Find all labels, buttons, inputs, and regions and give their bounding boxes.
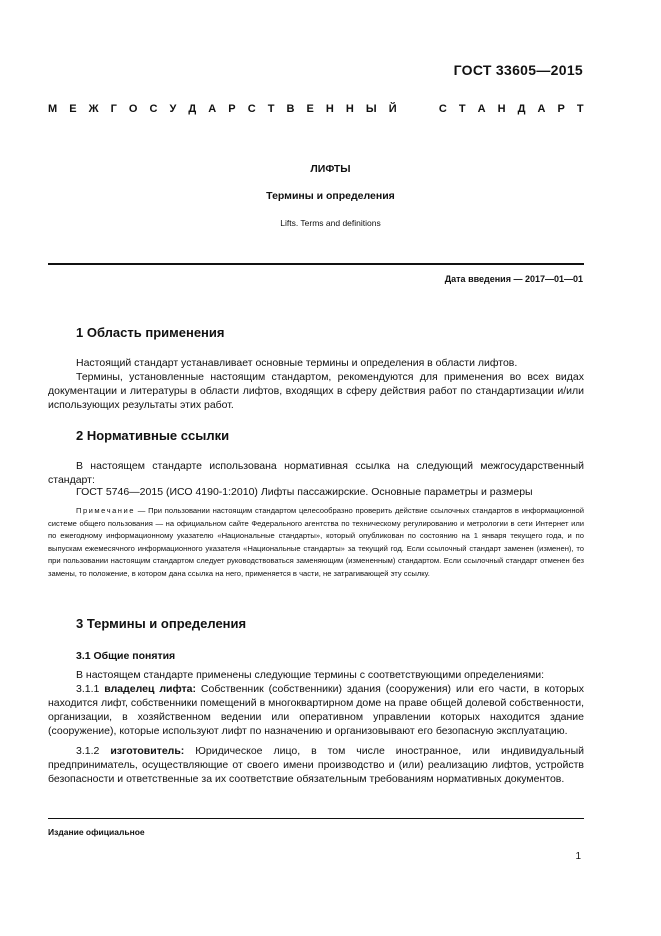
official-edition-label: Издание официальное <box>48 827 145 837</box>
introduction-date: Дата введения — 2017—01—01 <box>444 274 583 284</box>
standard-type-letter: А <box>477 103 486 115</box>
standard-type-letter: О <box>128 103 138 115</box>
standard-type-letter: Д <box>188 103 197 115</box>
standard-type-letter: Н <box>345 103 354 115</box>
standard-type-letter: Т <box>458 103 466 115</box>
note-label: Примечание <box>76 506 135 515</box>
term-number: 3.1.1 <box>76 683 105 695</box>
document-title-english: Lifts. Terms and definitions <box>280 218 381 228</box>
section-1-paragraph-1: Настоящий стандарт устанавливает основные термины и определения в области лифтов. <box>76 357 518 369</box>
standard-type-letter: В <box>286 103 295 115</box>
standard-type-letter: С <box>247 103 256 115</box>
section-3-heading: 3 Термины и определения <box>76 616 247 631</box>
standard-type-letter: Е <box>69 103 77 115</box>
title-divider <box>48 263 584 265</box>
document-code: ГОСТ 33605—2015 <box>453 62 583 78</box>
document-title: ЛИФТЫ <box>310 163 351 175</box>
section-3-paragraph-1: В настоящем стандарте применены следующие термины с соответствующими определениями: <box>76 669 545 681</box>
term-3-1-1 <box>48 682 584 738</box>
standard-type-letter: Е <box>306 103 314 115</box>
term-name: изготовитель: <box>110 745 185 757</box>
subsection-3-1-heading: 3.1 Общие понятия <box>76 650 176 662</box>
standard-type-letter <box>424 103 427 115</box>
standard-type-letter: Г <box>110 103 117 115</box>
section-2-heading: 2 Нормативные ссылки <box>76 428 230 443</box>
standard-type-letter: Р <box>557 103 565 115</box>
page-number: 1 <box>575 851 581 862</box>
standard-type-letter: С <box>149 103 158 115</box>
standard-type-letter: Ж <box>88 103 99 115</box>
standard-type-banner <box>48 103 584 115</box>
standard-type-letter: Т <box>576 103 584 115</box>
standard-type-letter: Д <box>517 103 526 115</box>
term-3-1-2 <box>48 744 584 786</box>
standard-type-letter: Й <box>388 103 397 115</box>
section-1-heading: 1 Область применения <box>76 325 225 340</box>
standard-type-letter: Р <box>228 103 236 115</box>
standard-type-letter: М <box>48 103 58 115</box>
standard-type-letter: Н <box>497 103 506 115</box>
standard-type-letter: А <box>537 103 546 115</box>
standard-type-letter: Т <box>267 103 275 115</box>
standard-type-letter: У <box>169 103 177 115</box>
note-text: — При пользовании настоящим стандартом целесообразно проверить действие ссылочных стандартов в информационной системе общего пользования — на официальном сайте Федерального агентства по техническому регулированию и метрологии в сети Интернет или по ежегодному информационному указателю «Национальные стандарты», который опубликован по состоянию на 1 января текущего года, и по выпускам ежемесячного информационного указателя «Национальные стандарты» за текущий год. Если ссылочный стандарт заменен (изменен), то при пользовании настоящим стандартом следует руководствоваться заменяющим (измененным) стандартом. Если ссылочный стандарт отменен без замены, то положение, в котором дана ссылка на него, применяется в части, не затрагивающей эту ссылку. <box>48 506 584 578</box>
term-definition: Собственник (собственники) здания (сооружения) или его части, в которых находится лифт, собственники помещений в многоквартирном доме на праве общей долевой собственности, организации, в хозяйственном ведении или оперативном управлении которых находится здание (сооружение), которые используют лифт по назначению и организовывают его безопасную эксплуатацию. <box>48 683 584 737</box>
section-1-paragraph-2: Термины, установленные настоящим стандартом, рекомендуются для применения во всех видах документации и литературы в области лифтов, входящих в сферу действия работ по стандартизации и/или использующих результаты этих работ. <box>48 371 584 411</box>
standard-type-letter: Ы <box>365 103 377 115</box>
standard-type-letter <box>409 103 412 115</box>
section-2-reference: ГОСТ 5746—2015 (ИСО 4190-1:2010) Лифты пассажирские. Основные параметры и размеры <box>76 486 533 498</box>
term-name: владелец лифта: <box>104 683 197 695</box>
term-number: 3.1.2 <box>76 745 111 757</box>
standard-type-letter: С <box>438 103 447 115</box>
document-subtitle: Термины и определения <box>266 190 395 202</box>
standard-type-letter: Н <box>325 103 334 115</box>
footer-divider <box>48 818 584 819</box>
section-2-paragraph-1: В настоящем стандарте использована нормативная ссылка на следующий межгосударственный стандарт: <box>48 460 584 486</box>
section-2-note <box>48 505 584 581</box>
standard-type-letter: А <box>208 103 217 115</box>
term-definition: Юридическое лицо, в том числе иностранное, или индивидуальный предприниматель, осуществляющие от своего имени производство и (или) реализацию лифтов, устройств безопасности и ответственные за их соответствие обязательным требованиям нормативных документов. <box>48 745 584 785</box>
